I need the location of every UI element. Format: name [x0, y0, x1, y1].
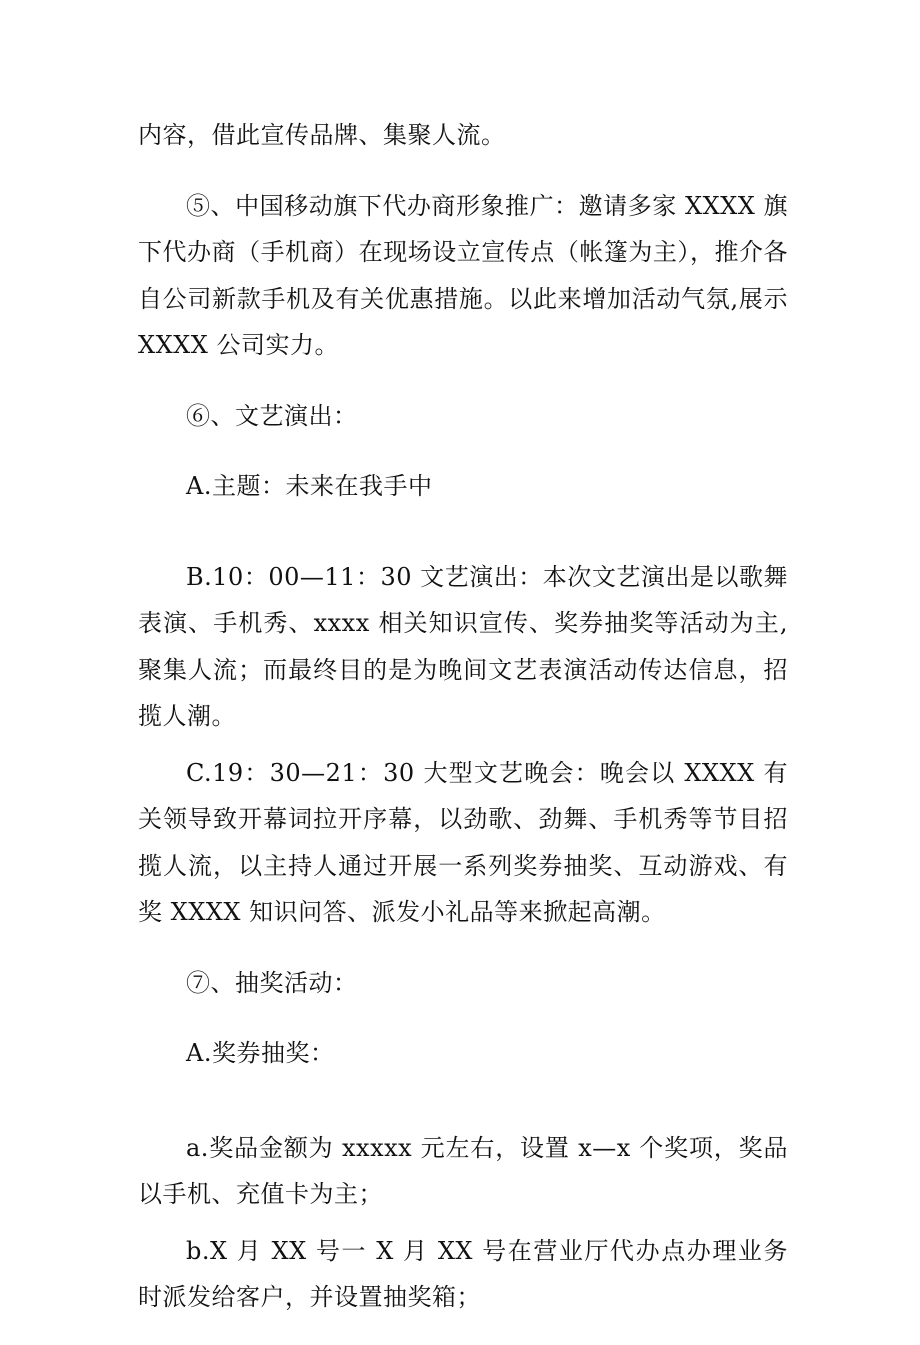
paragraph-daytime-show: B.10：00—11：30 文艺演出：本次文艺演出是以歌舞表演、手机秀、xxxx 相关知识宣传、奖券抽奖等活动为主,聚集人流；而最终目的是为晚间文艺表演活动传达信息，招揽人潮。 — [138, 562, 788, 730]
paragraph-continuation: 内容，借此宣传品牌、集聚人流。 — [138, 121, 506, 149]
document-body — [138, 112, 788, 1345]
paragraph-item-6-heading: ⑥、文艺演出： — [186, 401, 358, 430]
paragraph-lottery-heading: A.奖券抽奖： — [186, 1039, 335, 1067]
paragraph-prize-amount: a.奖品金额为 xxxxx 元左右，设置 x—x 个奖项，奖品以手机、充值卡为主； — [138, 1133, 788, 1208]
paragraph-theme: A.主题：未来在我手中 — [186, 472, 433, 500]
paragraph-item-7-heading: ⑦、抽奖活动： — [186, 968, 358, 997]
paragraph-evening-gala: C.19：30—21：30 大型文艺晚会：晚会以 XXXX 有关领导致开幕词拉开序幕，以劲歌、劲舞、手机秀等节目招揽人流，以主持人通过开展一系列奖券抽奖、互动游戏、有奖 XXXX 知识问答、派发小礼品等来掀起高潮。 — [138, 758, 788, 926]
paragraph-item-5-promotion: ⑤、中国移动旗下代办商形象推广：邀请多家 XXXX 旗下代办商（手机商）在现场设立宣传点（帐篷为主），推介各自公司新款手机及有关优惠措施。以此来增加活动气氛,展示 XXXX 公司实力。 — [138, 191, 788, 359]
paragraph-distribution: b.X 月 XX 号一 X 月 XX 号在营业厅代办点办理业务时派发给客户，并设置抽奖箱； — [138, 1236, 788, 1311]
